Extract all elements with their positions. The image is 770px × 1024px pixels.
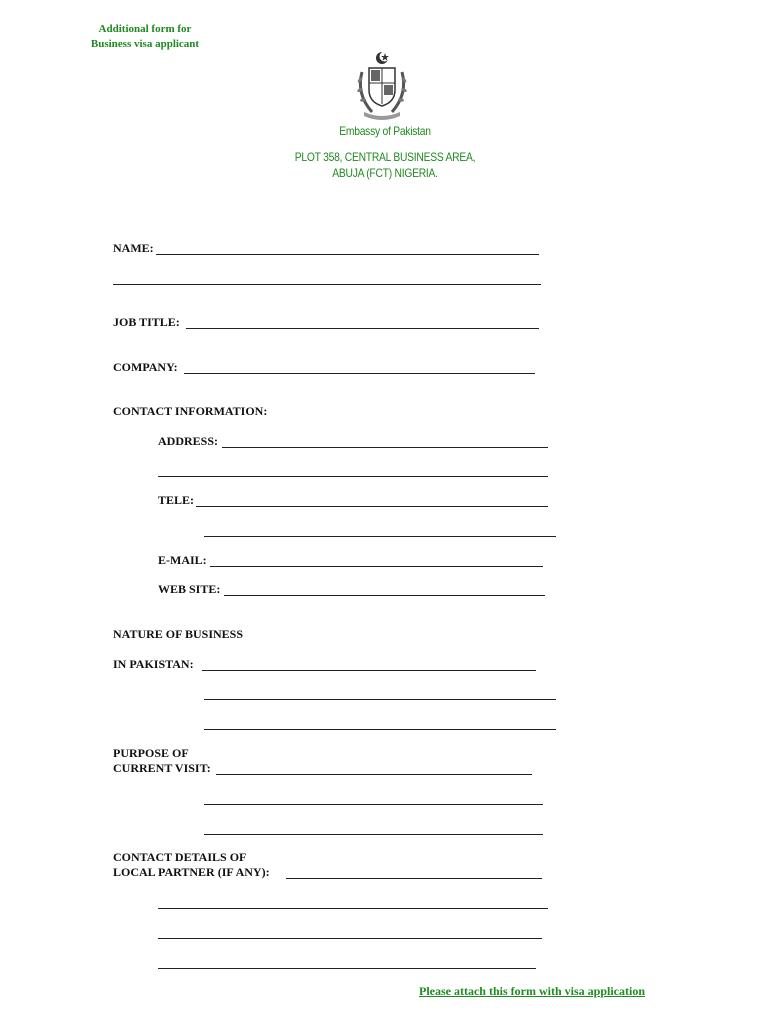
- tele-field-line2[interactable]: [204, 536, 556, 537]
- address-label: ADDRESS:: [158, 434, 219, 448]
- corner-note-line1: Additional form for: [98, 23, 192, 35]
- local-partner-field-line4[interactable]: [158, 968, 536, 969]
- contact-details-of-label: CONTACT DETAILS OF: [113, 850, 247, 864]
- local-partner-field-line2[interactable]: [158, 908, 548, 909]
- local-partner-field-line3[interactable]: [158, 938, 542, 939]
- website-label: WEB SITE:: [158, 582, 221, 596]
- in-pakistan-label: IN PAKISTAN:: [113, 657, 194, 671]
- nature-of-business-field[interactable]: [202, 670, 536, 671]
- name-label: NAME:: [113, 241, 154, 255]
- tele-field[interactable]: [196, 506, 548, 507]
- company-label: COMPANY:: [113, 360, 178, 374]
- job-title-field[interactable]: [186, 328, 539, 329]
- name-field-line2[interactable]: [113, 284, 541, 285]
- email-label: E-MAIL:: [158, 553, 207, 567]
- name-field[interactable]: [156, 254, 539, 255]
- embassy-address-line2: ABUJA (FCT) NIGERIA.: [332, 166, 438, 180]
- corner-note: [70, 22, 220, 52]
- contact-information-label: CONTACT INFORMATION:: [113, 404, 268, 418]
- embassy-name: Embassy of Pakistan: [339, 124, 431, 138]
- nature-of-business-field-line2[interactable]: [204, 699, 556, 700]
- attach-form-note: Please attach this form with visa application: [419, 984, 645, 998]
- website-field[interactable]: [224, 595, 545, 596]
- email-field[interactable]: [210, 566, 543, 567]
- purpose-of-visit-field-line2[interactable]: [204, 804, 543, 805]
- current-visit-label: CURRENT VISIT:: [113, 761, 211, 775]
- nature-of-business-field-line3[interactable]: [204, 729, 556, 730]
- embassy-address-line1: PLOT 358, CENTRAL BUSINESS AREA,: [294, 150, 476, 164]
- nature-of-business-label: NATURE OF BUSINESS: [113, 627, 244, 641]
- tele-label: TELE:: [158, 493, 195, 507]
- local-partner-field[interactable]: [286, 878, 542, 879]
- address-field-line2[interactable]: [158, 476, 548, 477]
- company-field[interactable]: [184, 373, 535, 374]
- purpose-of-label: PURPOSE OF: [113, 746, 189, 760]
- purpose-of-visit-field-line3[interactable]: [204, 834, 543, 835]
- corner-note-line2: Business visa applicant: [90, 38, 200, 50]
- pakistan-state-emblem-icon: [352, 50, 412, 122]
- purpose-of-visit-field[interactable]: [216, 774, 532, 775]
- job-title-label: JOB TITLE:: [113, 315, 180, 329]
- address-field[interactable]: [222, 447, 548, 448]
- local-partner-label: LOCAL PARTNER (IF ANY):: [113, 865, 270, 879]
